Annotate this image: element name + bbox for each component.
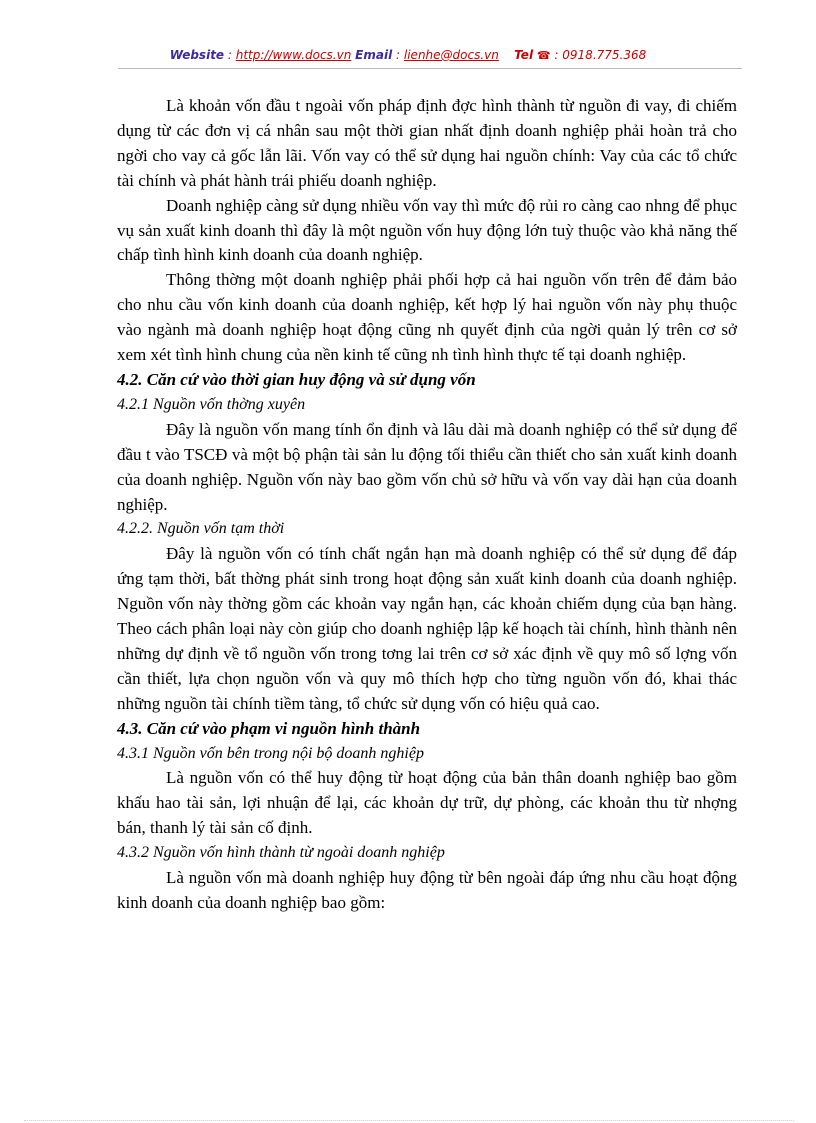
paragraph-temporary-capital: Đây là nguồn vốn có tính chất ngắn hạn mà doanh nghiệp có thể sử dụng để đáp ứng tạm thời, bất thờng phát sinh trong hoạt động sản xuất kinh doanh của doanh nghiệp. Nguồn vốn này thờng gồm các khoản vay ngắn hạn, các khoản chiếm dụng của bạn hàng. Theo cách phân loại này còn giúp cho doanh nghiệp lập kế hoạch tài chính, hình thành nên những dự định về tổ nguồn vốn trong tơng lai trên cơ sở xác định về quy mô số lợng vốn cần thiết, lựa chọn nguồn vốn và quy mô thích hợp cho từng nguồn vốn đó, khai thác những nguồn tài chính tiềm tàng, tổ chức sử dụng vốn có hiệu quả cao. (117, 544, 737, 713)
paragraph-internal-capital: Là nguồn vốn có thể huy động từ hoạt động của bản thân doanh nghiệp bao gồm khấu hao tài sản, lợi nhuận để lại, các khoản dự trữ, dự phòng, các khoản thu từ nhợng bán, thanh lý tài sản cố định. (117, 768, 737, 838)
page-header: Website : http://www.docs.vn Email : lienhe@docs.vn Tel ☎ : 0918.775.368 (169, 48, 647, 62)
header-divider (118, 68, 742, 69)
heading-4-3: 4.3. Căn cứ vào phạm vi nguồn hình thành (117, 718, 421, 738)
footer-divider (24, 1120, 794, 1121)
website-link[interactable]: http://www.docs.vn (235, 48, 352, 62)
paragraph-external-capital: Là nguồn vốn mà doanh nghiệp huy động từ bên ngoài đáp ứng nhu cầu hoạt động kinh doanh của doanh nghiệp bao gồm: (117, 868, 737, 912)
email-label: Email (355, 48, 393, 62)
heading-4-2: 4.2. Căn cứ vào thời gian huy động và sử dụng vốn (117, 369, 476, 389)
phone-icon: ☎ (536, 49, 551, 62)
heading-4-3-1: 4.3.1 Nguồn vốn bên trong nội bộ doanh nghiệp (117, 744, 424, 762)
paragraph-combination: Thông thờng một doanh nghiệp phải phối hợp cả hai nguồn vốn trên để đảm bảo cho nhu cầu vốn kinh doanh của doanh nghiệp, kết hợp lý hai nguồn vốn này phụ thuộc vào ngành mà doanh nghiệp hoạt động cũng nh quyết định của ngời quản lý trên cơ sở xem xét tình hình chung của nền kinh tế cũng nh tình hình thực tế tại doanh nghiệp. (117, 270, 737, 365)
paragraph-permanent-capital: Đây là nguồn vốn mang tính ổn định và lâu dài mà doanh nghiệp có thể sử dụng để đầu t vào TSCĐ và một bộ phận tài sản lu động tối thiểu cần thiết cho sản xuất kinh doanh của doanh nghiệp. Nguồn vốn này bao gồm vốn chủ sở hữu và vốn vay dài hạn của doanh nghiệp. (117, 419, 737, 514)
heading-4-3-2: 4.3.2 Nguồn vốn hình thành từ ngoài doanh nghiệp (117, 844, 445, 862)
heading-4-2-2: 4.2.2. Nguồn vốn tạm thời (117, 520, 285, 538)
tel-label: Tel (514, 48, 534, 62)
email-link[interactable]: lienhe@docs.vn (403, 48, 499, 62)
paragraph-loan-risk: Doanh nghiệp càng sử dụng nhiều vốn vay thì mức độ rủi ro càng cao nhng để phục vụ sản xuất kinh doanh thì đây là một nguồn vốn huy động lớn tuỳ thuộc vào khả năng thế chấp tình hình kinh doanh của doanh nghiệp. (117, 195, 737, 265)
website-label: Website (169, 48, 225, 62)
document-body (117, 94, 737, 916)
heading-4-2-1: 4.2.1 Nguồn vốn thờng xuyên (117, 395, 306, 413)
phone-number: 0918.775.368 (562, 48, 647, 62)
paragraph-loan-capital: Là khoản vốn đầu t ngoài vốn pháp định đợc hình thành từ nguồn đi vay, đi chiếm dụng từ các đơn vị cá nhân sau một thời gian nhất định doanh nghiệp phải hoàn trả cho ngời cho vay cả gốc lẫn lãi. Vốn vay có thể sử dụng hai nguồn chính: Vay của các tổ chức tài chính và phát hành trái phiếu doanh nghiệp. (117, 96, 737, 190)
